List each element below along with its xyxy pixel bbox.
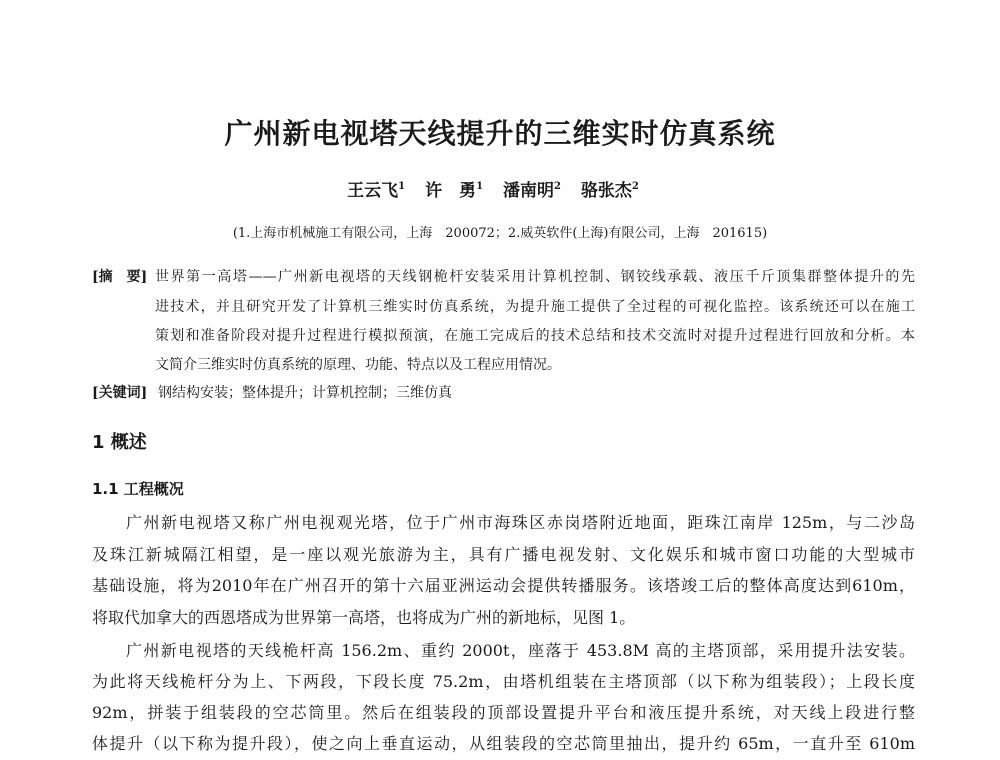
author-affiliation-mark: 1 (398, 181, 406, 193)
paragraph-line: 基础设施，将为2010年在广州召开的第十六届亚洲运动会提供转播服务。该塔竣工后的整体高度达到610m， (92, 576, 915, 595)
abstract-line: 文简介三维实时仿真系统的原理、功能、特点以及工程应用情况。 (155, 357, 561, 373)
abstract-line: 策划和准备阶段对提升过程进行模拟预演，在施工完成后的技术总结和技术交流时对提升过程进行回放和分析。本 (155, 328, 915, 344)
author-affiliation-mark: 2 (553, 181, 561, 193)
paragraph-line: 将取代加拿大的西恩塔成为世界第一高塔，也将成为广州的新地标，见图 1。 (92, 608, 636, 627)
paper-title: 广州新电视塔天线提升的三维实时仿真系统 (224, 117, 776, 150)
author-name: 许 勇 (425, 181, 477, 201)
author-name: 潘南明 (502, 181, 554, 201)
paragraph-line: 广州新电视塔的天线桅杆高 156.2m、重约 2000t，座落于 453.8M 高的主塔顶部，采用提升法安装。 (126, 641, 915, 660)
paragraph-line: 广州新电视塔又称广州电视观光塔，位于广州市海珠区赤岗塔附近地面，距珠江南岸 125m，与二沙岛 (126, 513, 915, 532)
paragraph-line: 及珠江新城隔江相望，是一座以观光旅游为主，具有广播电视发射、文化娱乐和城市窗口功能的大型城市 (92, 545, 915, 564)
abstract-line: 进技术，并且研究开发了计算机三维实时仿真系统，为提升施工提供了全过程的可视化监控。该系统还可以在施工 (155, 299, 915, 315)
paragraph-line: 体提升（以下称为提升段），使之向上垂直运动，从组装段的空芯筒里抽出，提升约 65m，一直升至 610m (92, 734, 915, 753)
abstract-label: [摘 要] (92, 269, 148, 285)
subsection-heading: 1.1 工程概况 (92, 480, 184, 498)
author-list (0, 176, 1000, 201)
paragraph-line: 为此将天线桅杆分为上、下两段，下段长度 75.2m，由塔机组装在主塔顶部（以下称为组装段）；上段长度 (92, 672, 915, 691)
author-name: 骆张杰 (580, 181, 632, 201)
keywords-text: 钢结构安装；整体提升；计算机控制；三维仿真 (158, 385, 452, 401)
author-name: 王云飞 (347, 181, 399, 201)
abstract-line: 世界第一高塔——广州新电视塔的天线钢桅杆安装采用计算机控制、钢铰线承载、液压千斤顶集群整体提升的先 (155, 269, 915, 285)
section-heading: 1 概述 (92, 432, 147, 453)
author-affiliation-mark: 1 (476, 181, 484, 193)
affiliations: (1.上海市机械施工有限公司，上海 200072；2.威英软件(上海)有限公司，上海 201615) (232, 226, 768, 241)
paragraph-line: 92m，拼装于组装段的空芯筒里。然后在组装段的顶部设置提升平台和液压提升系统，对天线上段进行整 (92, 703, 915, 722)
author-affiliation-mark: 2 (631, 181, 639, 193)
keywords-label: [关键词] (92, 385, 148, 401)
